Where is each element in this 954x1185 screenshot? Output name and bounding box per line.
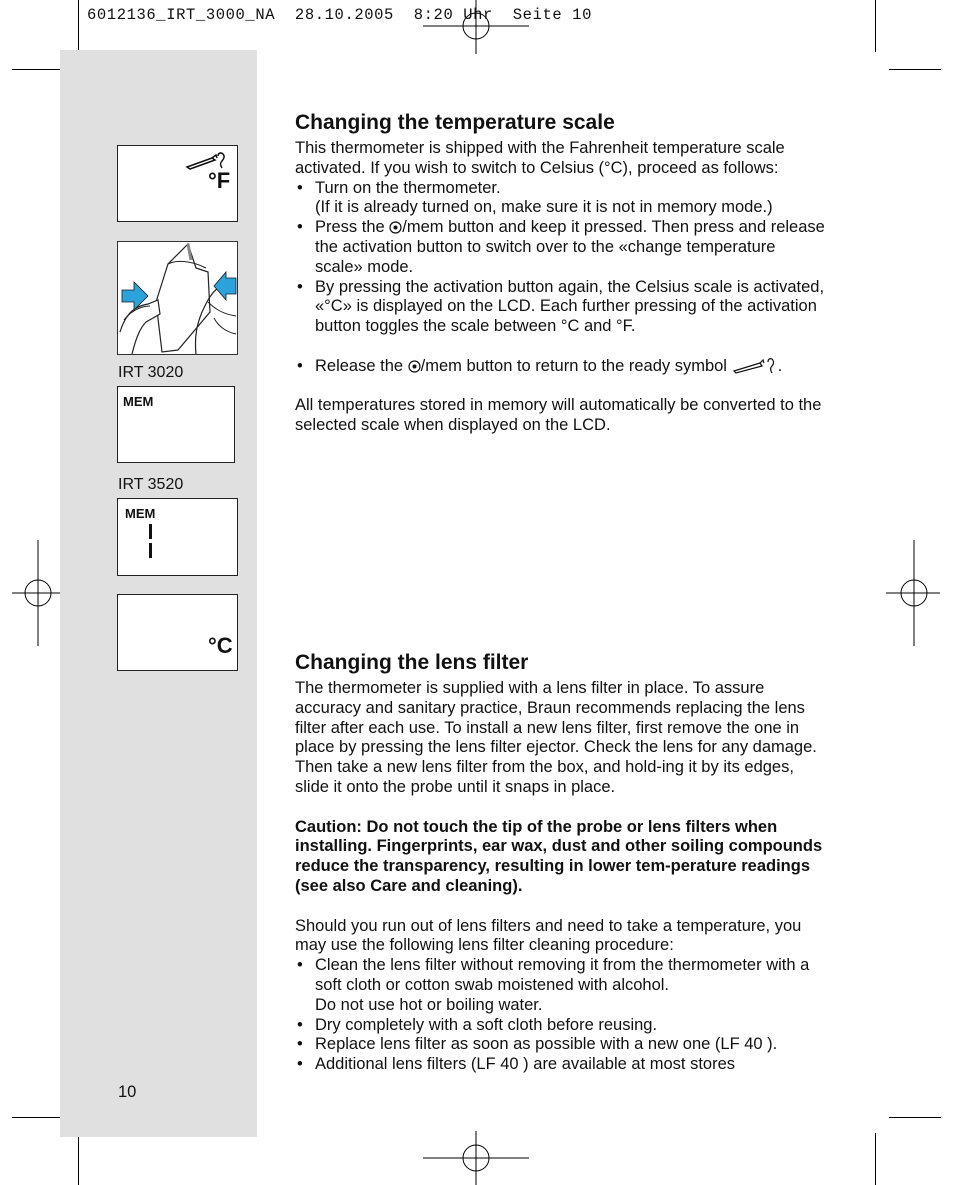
list-item — [295, 278, 825, 337]
caution-paragraph: Caution: Do not touch the tip of the probe or lens filters when installing. Fingerprints, ear wax, dust and other soiling compounds reduce the transparency, resulting in lower tem-perature readings (see also Care and cleaning). — [295, 817, 823, 895]
list-item — [295, 357, 825, 377]
list-item-text: (If it is already turned on, make sure it is not in memory mode.) — [315, 198, 773, 217]
section-heading: Changing the lens filter — [295, 651, 529, 674]
crop-mark — [78, 0, 79, 52]
list-item — [295, 179, 825, 219]
lcd-display-fahrenheit — [117, 145, 238, 222]
registration-mark-icon — [420, 1131, 532, 1185]
paragraph: All temperatures stored in memory will automatically be converted to the selected scale when displayed on the LCD. — [295, 396, 822, 435]
list-item: • Additional lens filters (LF 40 ) are available at most stores — [295, 1055, 825, 1075]
crop-mark — [889, 69, 941, 70]
section-heading: Changing the temperature scale — [295, 111, 615, 134]
print-header: 6012136_IRT_3000_NA 28.10.2005 8:20 Uhr Seite 10 — [87, 6, 592, 24]
paragraph: Should you run out of lens filters and need to take a temperature, you may use the following lens filter cleaning procedure: — [295, 916, 802, 955]
list-item-text: Press the — [315, 218, 390, 237]
instruction-list — [295, 179, 825, 377]
lcd-unit-c: °C — [208, 633, 233, 658]
list-item-text: Clean the lens filter without removing it from the thermometer with a soft cloth or cotton swab moistened with alcohol. — [315, 956, 810, 994]
list-item-text: /mem button and keep it pressed. Then press and release the activation button to switch over to the «change temperature scale» mode. — [315, 218, 825, 276]
registration-mark-icon — [886, 540, 942, 646]
crop-mark — [875, 1133, 876, 1185]
registration-mark-icon — [10, 540, 66, 646]
paragraph: This thermometer is shipped with the Fahrenheit temperature scale activated. If you wish to switch to Celsius (°C), proceed as follows: — [295, 139, 785, 177]
page-number: 10 — [118, 1083, 137, 1101]
list-item: • Replace lens filter as soon as possible with a new one (LF 40 ). — [295, 1035, 825, 1055]
irt3020-label: IRT 3020 — [118, 364, 184, 381]
mem-button-icon — [408, 360, 421, 373]
lcd-display-irt3520 — [117, 498, 238, 576]
lcd-unit-f: °F — [208, 168, 231, 193]
list-item-text: Do not use hot or boiling water. — [315, 995, 543, 1014]
list-item-text: Release the — [315, 356, 408, 375]
mem-button-icon — [389, 221, 402, 234]
lcd-mem-indicator: MEM — [123, 394, 154, 409]
irt3520-label: IRT 3520 — [118, 476, 184, 493]
crop-mark — [78, 1133, 79, 1185]
section-temperature-scale — [295, 110, 825, 436]
list-item-text: Turn on the thermometer. — [315, 178, 501, 197]
ready-symbol-icon — [732, 357, 778, 375]
list-item — [295, 956, 825, 1015]
lcd-display-irt3020 — [117, 386, 235, 463]
list-item — [295, 218, 825, 277]
list-item: • Dry completely with a soft cloth before reusing. — [295, 1016, 825, 1036]
lcd-segment-icon — [147, 524, 155, 558]
crop-mark — [875, 0, 876, 52]
list-item-text: By pressing the activation button again, the Celsius scale is activated, «°C» is displayed on the LCD. Each further pressing of the activation button toggles the scale between °C and °F. — [315, 277, 825, 336]
section-lens-filter — [295, 650, 825, 1075]
crop-mark — [889, 1117, 941, 1118]
hands-figure — [117, 241, 238, 355]
paragraph: The thermometer is supplied with a lens filter in place. To assure accuracy and sanitary practice, Braun recommends replacing the lens filter after each use. To install a new lens filter, first remove the one in place by pressing the lens filter ejector. Check the lens for any damage. Then take a new lens filter from the box, and hold-ing it by its edges, slide it onto the probe until it snaps in place. — [295, 679, 817, 796]
list-item-text: /mem button to return to the ready symbol — [420, 356, 732, 375]
lcd-mem-indicator: MEM — [125, 506, 156, 521]
list-item-text: . — [777, 356, 783, 375]
instruction-list — [295, 956, 825, 1075]
crop-mark — [12, 1117, 64, 1118]
hands-pressing-buttons-icon — [118, 242, 237, 354]
crop-mark — [12, 69, 64, 70]
lcd-display-celsius — [117, 594, 238, 671]
